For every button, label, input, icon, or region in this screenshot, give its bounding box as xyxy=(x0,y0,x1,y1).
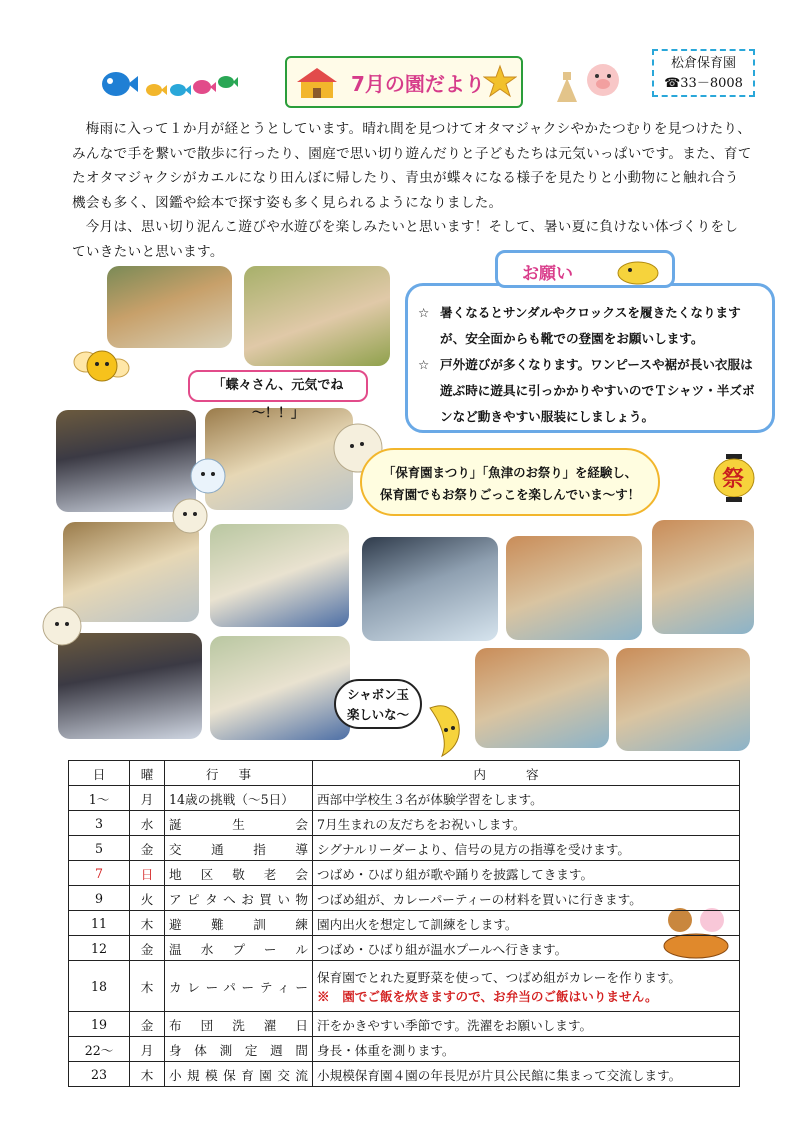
table-row xyxy=(69,786,740,811)
house-icon xyxy=(293,66,341,100)
soap-text-line-1: シャボン玉 xyxy=(347,687,409,702)
notice-box xyxy=(405,283,775,433)
bee-icon xyxy=(72,340,130,390)
fish-decoration-icon xyxy=(98,60,238,104)
notice-item-text: 暑くなるとサンダルやクロックスを履きたくなりますが、安全面からも靴での登園をお願いします。 xyxy=(440,305,741,346)
cell-weekday: 水 xyxy=(130,811,165,836)
cell-weekday: 月 xyxy=(130,786,165,811)
photo-festival-2 xyxy=(506,536,642,640)
photo-bubbles-4 xyxy=(58,633,202,739)
soap-text-line-2: 楽しいな～ xyxy=(347,707,409,722)
table-row xyxy=(69,1062,740,1087)
table-row xyxy=(69,936,740,961)
cell-day: 19 xyxy=(69,1012,130,1037)
cell-event: 布団洗濯日 xyxy=(165,1012,313,1037)
cell-description: シグナルリーダーより、信号の見方の指導を受けます。 xyxy=(313,836,740,861)
cell-day: 9 xyxy=(69,886,130,911)
table-row xyxy=(69,836,740,861)
elephant-icon xyxy=(608,257,664,285)
cell-event: 誕生会 xyxy=(165,811,313,836)
cell-event: 避難訓練 xyxy=(165,911,313,936)
table-row xyxy=(69,1037,740,1062)
cell-event: カレーパーティー xyxy=(165,961,313,1012)
school-phone: ☎33－8008 xyxy=(664,76,743,91)
cell-description: つばめ・ひばり組が温水プールへ行きます。 xyxy=(313,936,740,961)
photo-bubbles-5 xyxy=(210,636,350,740)
cell-description-text: 保育園でとれた夏野菜を使って、つばめ組がカレーを作ります。 xyxy=(317,970,681,985)
star-bullet: ☆ xyxy=(418,357,430,372)
festival-character: 祭 xyxy=(722,466,745,492)
cell-description: つばめ・ひばり組が歌や踊りを披露してきます。 xyxy=(313,861,740,886)
photo-festival-3 xyxy=(652,520,754,634)
photo-festival-5 xyxy=(616,648,750,751)
title-banner xyxy=(285,56,523,108)
cell-weekday: 木 xyxy=(130,911,165,936)
bubble-face-icon xyxy=(170,496,210,536)
cell-description xyxy=(313,961,740,1012)
cell-description: 小規模保育園４園の年長児が片貝公民館に集まって交流します。 xyxy=(313,1062,740,1087)
cell-weekday: 木 xyxy=(130,1062,165,1087)
table-row xyxy=(69,861,740,886)
star-bullet: ☆ xyxy=(418,305,430,320)
cell-warning-note: ※ 園でご飯を炊きますので、お弁当のご飯はいりません。 xyxy=(317,989,658,1004)
schedule-table xyxy=(68,760,740,1087)
cell-day: 18 xyxy=(69,961,130,1012)
cell-event: アピタへお買い物 xyxy=(165,886,313,911)
banana-character-icon xyxy=(420,700,466,760)
festival-cloud-bubble xyxy=(360,448,660,516)
page-title: 7月の園だより xyxy=(351,72,485,96)
table-row xyxy=(69,886,740,911)
cell-day: 1～ xyxy=(69,786,130,811)
soap-bubble-speech xyxy=(334,679,422,729)
cell-day: 7 xyxy=(69,861,130,886)
cell-weekday: 木 xyxy=(130,961,165,1012)
cell-day: 12 xyxy=(69,936,130,961)
cell-description: 汗をかきやすい季節です。洗濯をお願いします。 xyxy=(313,1012,740,1037)
cell-weekday: 金 xyxy=(130,936,165,961)
cell-weekday: 火 xyxy=(130,886,165,911)
intro-paragraph-2: 今月は、思い切り泥んこ遊びや水遊びを楽しみたいと思います！そして、暑い夏に負けない体づくりをしていきたいと思います。 xyxy=(72,219,739,260)
festival-text-line-2: 保育園でもお祭りごっこを楽しんでいま～す！ xyxy=(380,487,640,502)
cell-event: 身体測定週間 xyxy=(165,1037,313,1062)
cell-description: 西部中学校生３名が体験学習をします。 xyxy=(313,786,740,811)
festival-text-line-1: 「保育園まつり」「魚津のお祭り」を経験し、 xyxy=(382,465,637,480)
notice-title: お願い xyxy=(522,264,573,284)
cell-day: 11 xyxy=(69,911,130,936)
intro-text xyxy=(72,117,752,264)
photo-festival-4 xyxy=(475,648,609,748)
bubble-face-icon xyxy=(188,456,228,496)
cell-weekday: 金 xyxy=(130,836,165,861)
school-info-box xyxy=(652,49,755,97)
table-row xyxy=(69,911,740,936)
cell-event: 14歳の挑戦（～5日） xyxy=(165,786,313,811)
notice-title-tab xyxy=(495,250,675,288)
header-event: 行事 xyxy=(165,761,313,786)
cell-day: 5 xyxy=(69,836,130,861)
header-weekday: 曜 xyxy=(130,761,165,786)
table-row xyxy=(69,811,740,836)
star-icon xyxy=(483,64,517,102)
photo-butterfly-release xyxy=(244,266,390,366)
cell-description: 園内出火を想定して訓練をします。 xyxy=(313,911,740,936)
table-header-row xyxy=(69,761,740,786)
cell-day: 3 xyxy=(69,811,130,836)
cell-event: 温水プール xyxy=(165,936,313,961)
photo-bubbles-3 xyxy=(210,524,349,627)
cell-description: 身長・体重を測ります。 xyxy=(313,1037,740,1062)
header-day: 日 xyxy=(69,761,130,786)
cell-weekday: 日 xyxy=(130,861,165,886)
butterfly-speech-bubble: 「蝶々さん、元気でね～！！」 xyxy=(188,370,368,402)
cell-event: 交通指導 xyxy=(165,836,313,861)
photo-festival-1 xyxy=(362,537,498,641)
table-row xyxy=(69,961,740,1012)
cell-day: 22～ xyxy=(69,1037,130,1062)
table-row xyxy=(69,1012,740,1037)
header-description: 内容 xyxy=(313,761,740,786)
notice-item xyxy=(418,352,758,430)
bubble-face-icon xyxy=(40,604,84,648)
school-name: 松倉保育園 xyxy=(670,56,736,71)
cell-weekday: 月 xyxy=(130,1037,165,1062)
cell-event: 小規模保育園交流 xyxy=(165,1062,313,1087)
cell-weekday: 金 xyxy=(130,1012,165,1037)
cell-day: 23 xyxy=(69,1062,130,1087)
intro-paragraph-1: 梅雨に入って１か月が経とうとしています。晴れ間を見つけてオタマジャクシやかたつむりを見つけたり、みんなで手を繋いで散歩に行ったり、園庭で思い切り遊んだりと子どもたちは元気いっぱいです。また、育てたオタマジャクシがカエルになり田んぼに帰したり、青虫が蝶々になる様子を見たりと小動物にと触れ合う機会も多く、図鑑や絵本で探す姿も多く見られるようになりました。 xyxy=(72,121,752,211)
pig-sandcastle-icon xyxy=(553,58,625,106)
notice-item xyxy=(418,300,758,352)
cell-event: 地区敬老会 xyxy=(165,861,313,886)
cell-description: つばめ組が、カレーパーティーの材料を買いに行きます。 xyxy=(313,886,740,911)
notice-item-text: 戸外遊びが多くなります。ワンピースや裾が長い衣服は遊ぶ時に遊具に引っかかりやすいのでＴシャツ・半ズボンなど動きやすい服装にしましょう。 xyxy=(440,357,755,424)
photo-caterpillar xyxy=(107,266,232,348)
cell-description: 7月生まれの友だちをお祝いします。 xyxy=(313,811,740,836)
